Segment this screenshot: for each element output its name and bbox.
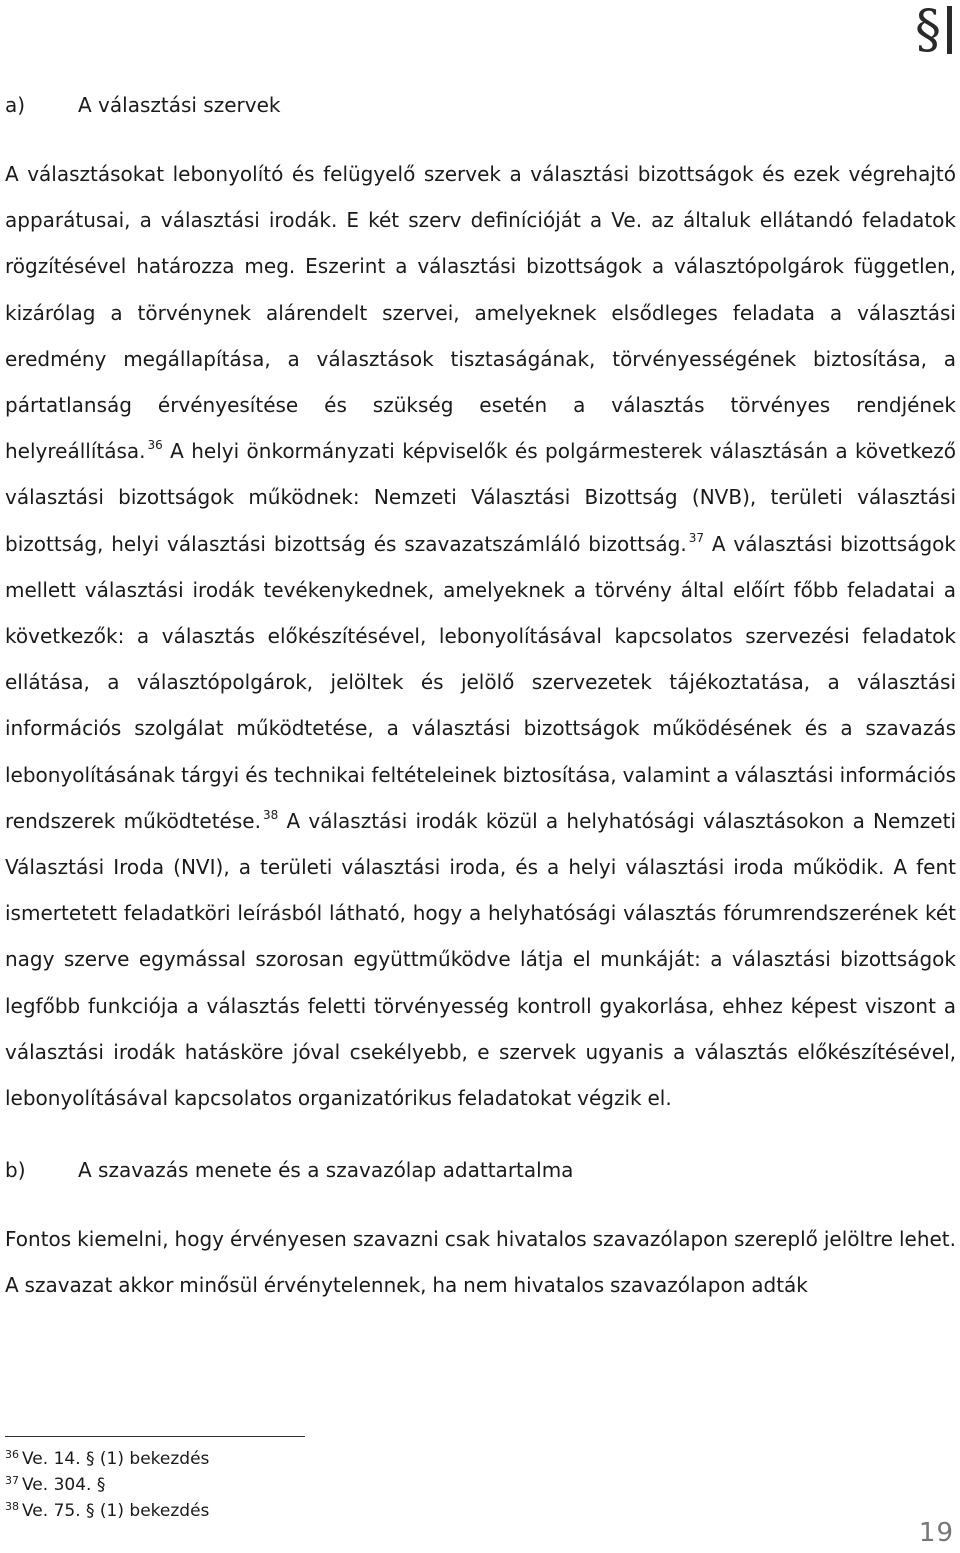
- page-number: 19: [918, 1518, 954, 1548]
- footnote-ref-36[interactable]: 36: [147, 438, 163, 453]
- footnote-36: $^{36}$ Ve. 14. § (1) bekezdés: [5, 1448, 210, 1469]
- footnote-ref-38[interactable]: 38: [262, 807, 279, 822]
- footnote-separator: [5, 1436, 305, 1437]
- section-b-title: A szavazás menete és a szavazólap adattartalma: [78, 1158, 574, 1183]
- section-b-number: b): [5, 1158, 26, 1183]
- logo-bar: [947, 6, 952, 54]
- paragraph-1-part-4: A választási irodák közül a helyhatósági választásokon a Nemzeti Választási Iroda (NVI), a területi választási iroda, és a helyi választási iroda működik. A fent ismertetett feladatköri leírásból látható, hogy a helyhatósági választás fórumrendszerének két nagy szerve egymással szorosan együttműködve látja el munkáját: a választási bizottságok legfőbb funkciója a választás feletti törvényesség kontroll gyakorlása, ehhez képest viszont a választási irodák hatásköre jóval csekélyebb, e szervek ugyanis a választás előkészítésével, lebonyolításával kapcsolatos organizatórikus feladatokat végzik el.: [5, 808, 957, 1111]
- footnote-ref-37[interactable]: 37: [688, 530, 704, 545]
- section-b-heading: [5, 1148, 956, 1192]
- paragraph-1: [5, 151, 956, 1121]
- paragraph-1-part-3: A választási bizottságok mellett választási irodák tevékenykednek, amelyeknek a törvény által előírt főbb feladatai a következők: a választás előkészítésével, lebonyolításával kapcsolatos szervezési feladatok ellátása, a választópolgárok, jelöltek és jelölő szervezetek tájékoztatása, a választási információs szolgálat működtetése, a választási bizottságok működésének és a szavazás lebonyolításának tárgyi és technikai feltételeinek biztosítása, valamint a választási információs rendszerek működtetése.: [5, 531, 956, 833]
- document-body: [5, 83, 956, 1309]
- footnote-37: $^{37}$ Ve. 304. §: [5, 1474, 106, 1495]
- section-sign-logo: [915, 0, 952, 60]
- section-a-heading: [5, 83, 956, 127]
- section-a-title: A választási szervek: [78, 93, 281, 117]
- paragraph-1-part-2: A helyi önkormányzati képviselők és polgármesterek választásán a következő választási bizottságok működnek: Nemzeti Választási Bizottság (NVB), területi választási bizottság, helyi választási bizottság és szavazatszámláló bizottság.: [5, 439, 956, 556]
- footnote-38: $^{38}$ Ve. 75. § (1) bekezdés: [5, 1500, 210, 1521]
- section-sign-icon: §: [915, 0, 941, 60]
- section-a-number: a): [5, 93, 26, 117]
- paragraph-1-part-1: A választásokat lebonyolító és felügyelő szervek a választási bizottságok és ezek végrehajtó apparátusai, a választási irodák. E két szerv definícióját a Ve. az általuk ellátandó feladatok rögzítésével határozza meg. Eszerint a választási bizottságok a választópolgárok független, kizárólag a törvénynek alárendelt szervei, amelyeknek elsődleges feladata a választási eredmény megállapítása, a választások tisztaságának, törvényességének biztosítása, a pártatlanság érvényesítése és szükség esetén a választás törvényes rendjének helyreállítása.: [5, 162, 956, 464]
- footnotes: [5, 1446, 209, 1524]
- paragraph-2: Fontos kiemelni, hogy érvényesen szavazni csak hivatalos szavazólapon szereplő jelöltre lehet. A szavazat akkor minősül érvénytelennek, ha nem hivatalos szavazólapon adták: [5, 1227, 956, 1298]
